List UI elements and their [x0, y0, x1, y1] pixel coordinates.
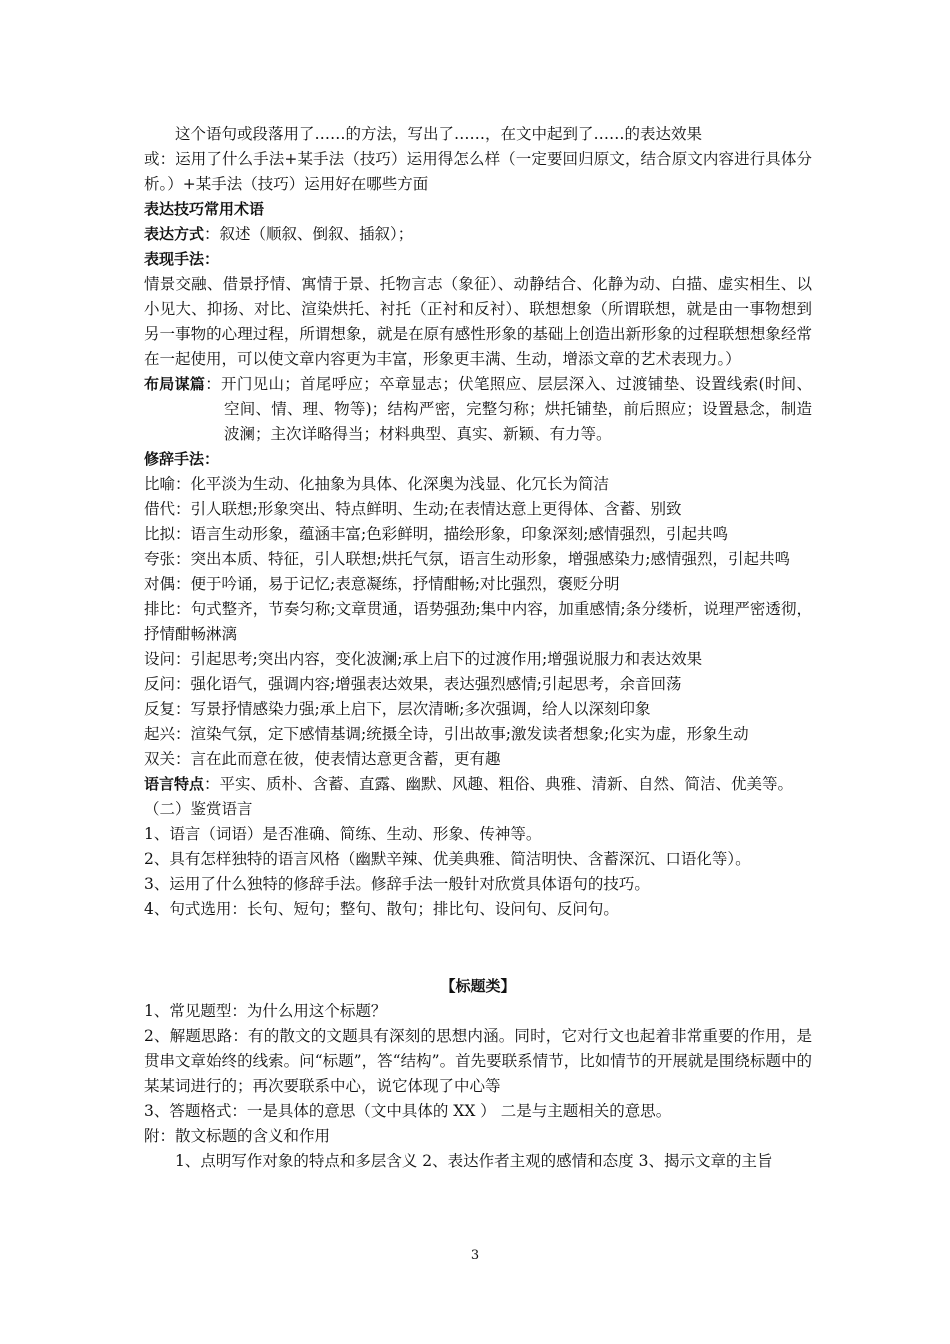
- appreciation-item: 3、运用了什么独特的修辞手法。修辞手法一般针对欣赏具体语句的技巧。: [144, 875, 650, 893]
- expression-label: 表达方式: [144, 225, 205, 243]
- rhetoric-item: 起兴：渲染气氛，定下感情基调;统摄全诗，引出故事;激发读者想象;化实为虚，形象生动: [144, 725, 749, 743]
- language-paragraph: [144, 772, 812, 797]
- rhetoric-item: 对偶：便于吟诵，易于记忆;表意凝练，抒情酣畅;对比强烈，褒贬分明: [144, 575, 620, 593]
- rhetoric-item: 设问：引起思考;突出内容，变化波澜;承上启下的过渡作用;增强说服力和表达效果: [144, 650, 703, 668]
- page-content: [144, 122, 812, 1174]
- technique-heading: [144, 247, 812, 272]
- rhetoric-heading: [144, 447, 812, 472]
- title-appendix-note: 附：散文标题的含义和作用: [144, 1127, 331, 1145]
- language-text: ：平实、质朴、含蓄、直露、幽默、风趣、粗俗、典雅、清新、自然、简洁、优美等。: [204, 775, 794, 793]
- title-section-heading: 【标题类】: [440, 977, 516, 995]
- expression-text: ：叙述（顺叙、倒叙、插叙）；: [204, 225, 414, 243]
- expression-paragraph: [144, 222, 812, 247]
- appreciation-item: 2、具有怎样独特的语言风格（幽默辛辣、优美典雅、简洁明快、含蓄深沉、口语化等）。: [144, 850, 751, 868]
- layout-text: ：开门见山；首尾呼应；卒章显志；伏笔照应、层层深入、过渡铺垫、设置线索(时间、空间、情、理、物等)；结构严密，完整匀称；烘托铺垫，前后照应；设置悬念，制造波澜；主次详略得当；材料典型、真实、新颖、有力等。: [205, 375, 812, 443]
- rhetoric-item: 比喻：化平淡为生动、化抽象为具体、化深奥为浅显、化冗长为简洁: [144, 475, 610, 493]
- technique-text: 情景交融、借景抒情、寓情于景、托物言志（象征）、动静结合、化静为动、白描、虚实相生、以小见大、抑扬、对比、渲染烘托、衬托（正衬和反衬）、联想想象（所谓联想，就是由一事物想到另一事物的心理过程，所谓想象，就是在原有感性形象的基础上创造出新形象的过程联想想象经常在一起使用，可以使文章内容更为丰富，形象更丰满、生动，增添文章的艺术表现力。）: [144, 275, 812, 368]
- technique-label: 表现手法: [144, 250, 205, 268]
- rhetoric-item: 借代：引人联想;形象突出、特点鲜明、生动;在表情达意上更得体、含蓄、别致: [144, 500, 682, 518]
- intro-line-1: 这个语句或段落用了……的方法，写出了……，在文中起到了……的表达效果: [175, 125, 703, 143]
- title-answer-format: 3、答题格式：一是具体的意思（文中具体的 XX ） 二是与主题相关的意思。: [144, 1102, 672, 1120]
- rhetoric-item: 反问：强化语气，强调内容;增强表达效果，表达强烈感情;引起思考，余音回荡: [144, 675, 682, 693]
- rhetoric-item: 排比：句式整齐，节奏匀称;文章贯通，语势强劲;集中内容，加重感情;条分缕析，说理严密透彻，抒情酣畅淋漓: [144, 600, 812, 643]
- section-spacer: [144, 922, 812, 974]
- appreciation-item: 4、句式选用：长句、短句；整句、散句；排比句、设问句、反问句。: [144, 900, 619, 918]
- intro-line-2: 或：运用了什么手法+某手法（技巧）运用得怎么样（一定要回归原文，结合原文内容进行具体分析。）+某手法（技巧）运用好在哪些方面: [144, 150, 812, 193]
- title-appendix-points: 1、点明写作对象的特点和多层含义 2、表达作者主观的感情和态度 3、揭示文章的主旨: [175, 1152, 773, 1170]
- technique-colon: ：: [204, 250, 220, 268]
- layout-label: 布局谋篇: [144, 375, 206, 393]
- title-solving-approach: 2、解题思路：有的散文的文题具有深刻的思想内涵。同时，它对行文也起着非常重要的作用，是贯串文章始终的线索。问“标题”，答“结构”。首先要联系情节，比如情节的开展就是围绕标题中的某某词进行的；再次要联系中心，说它体现了中心等: [144, 1027, 812, 1095]
- language-label: 语言特点: [144, 775, 205, 793]
- rhetoric-item: 反复：写景抒情感染力强;承上启下，层次清晰;多次强调，给人以深刻印象: [144, 700, 651, 718]
- appreciation-heading: （二）鉴赏语言: [144, 800, 253, 818]
- appreciation-item: 1、语言（词语）是否准确、简练、生动、形象、传神等。: [144, 825, 542, 843]
- rhetoric-label: 修辞手法: [144, 450, 205, 468]
- layout-paragraph: [144, 372, 812, 447]
- rhetoric-colon: ：: [204, 450, 220, 468]
- title-question-type: 1、常见题型：为什么用这个标题？: [144, 1002, 387, 1020]
- rhetoric-item: 夸张：突出本质、特征，引人联想;烘托气氛，语言生动形象，增强感染力;感情强烈，引起共鸣: [144, 550, 790, 568]
- rhetoric-item: 比拟：语言生动形象，蕴涵丰富;色彩鲜明，描绘形象，印象深刻;感情强烈，引起共鸣: [144, 525, 728, 543]
- rhetoric-item: 双关：言在此而意在彼，使表情达意更含蓄，更有趣: [144, 750, 501, 768]
- page-number: 3: [470, 1248, 480, 1263]
- terms-heading: 表达技巧常用术语: [144, 200, 265, 218]
